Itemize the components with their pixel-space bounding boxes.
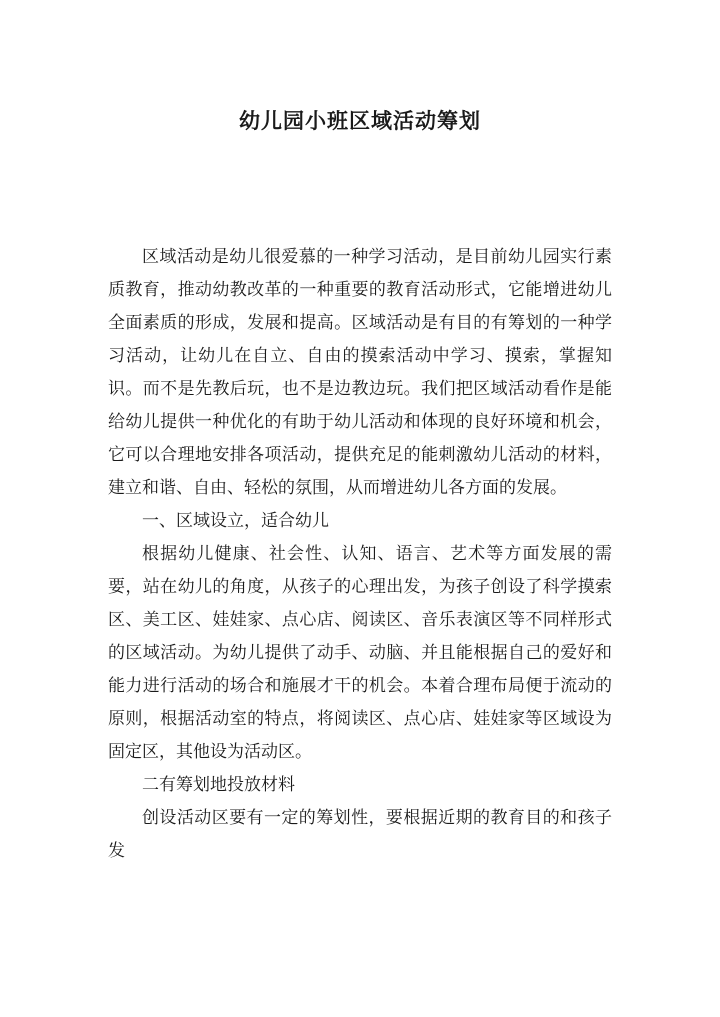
section-heading-2: 二有筹划地投放材料 xyxy=(142,775,295,795)
paragraph-materials: 创设活动区要有一定的筹划性，要根据近期的教育目的和孩子发 xyxy=(108,808,612,861)
paragraph-intro: 区域活动是幼儿很爱慕的一种学习活动，是目前幼儿园实行素质教育，推动幼教改革的一种重要的教育活动形式，它能增进幼儿全面素质的形成，发展和提高。区域活动是有目的有筹划的一种学习活动，让幼儿在自立、自由的摸索活动中学习、摸索，掌握知识。而不是先教后玩，也不是边教边玩。我们把区域活动看作是能给幼儿提供一种优化的有助于幼儿活动和体现的良好环境和机会，它可以合理地安排各项活动，提供充足的能刺激幼儿活动的材料，建立和谐、自由、轻松的氛围，从而增进幼儿各方面的发展。 xyxy=(108,247,612,498)
document-body xyxy=(108,241,612,868)
paragraph-region-setup: 根据幼儿健康、社会性、认知、语言、艺术等方面发展的需要，站在幼儿的角度，从孩子的心理出发，为孩子创设了科学摸索区、美工区、娃娃家、点心店、阅读区、音乐表演区等不同样形式的区域活动。为幼儿提供了动手、动脑、并且能根据自己的爱好和能力进行活动的场合和施展才干的机会。本着合理布局便于流动的原则，根据活动室的特点，将阅读区、点心店、娃娃家等区域设为固定区，其他设为活动区。 xyxy=(108,544,612,762)
section-heading-1: 一、区域设立，适合幼儿 xyxy=(142,511,329,531)
document-title: 幼儿园小班区域活动筹划 xyxy=(239,108,481,134)
